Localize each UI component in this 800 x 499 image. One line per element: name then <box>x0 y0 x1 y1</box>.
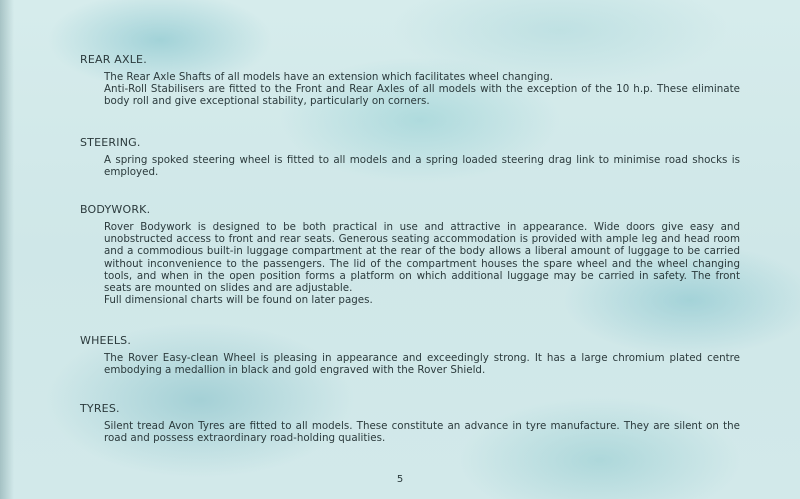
section-rear-axle <box>80 53 740 108</box>
section-heading: REAR AXLE. <box>80 53 147 66</box>
section-paragraph: The Rover Easy-clean Wheel is pleasing in appearance and exceedingly strong. It has a large chromium plated centre embodying a medallion in black and gold engraved with the Rover Shield. <box>104 352 740 377</box>
section-paragraph: The Rear Axle Shafts of all models have an extension which facilitates wheel changing. <box>104 71 553 83</box>
section-heading: STEERING. <box>80 136 141 149</box>
section-heading: TYRES. <box>80 402 120 415</box>
section-heading: WHEELS. <box>80 334 132 347</box>
section-paragraph: Anti-Roll Stabilisers are fitted to the Front and Rear Axles of all models with the exception of the 10 h.p. These eliminate body roll and give exceptional stability, particularly on corners. <box>104 83 740 108</box>
section-paragraph: A spring spoked steering wheel is fitted to all models and a spring loaded steering drag link to minimise road shocks is employed. <box>104 154 740 179</box>
section-paragraph: Silent tread Avon Tyres are fitted to all models. These constitute an advance in tyre manufacture. They are silent on the road and possess extraordinary road-holding qualities. <box>104 420 740 445</box>
page-number: 5 <box>396 474 404 485</box>
section-wheels <box>80 334 740 376</box>
section-bodywork <box>80 203 740 306</box>
page-spine-shadow <box>0 0 14 499</box>
section-paragraph: Rover Bodywork is designed to be both practical in use and attractive in appearance. Wide doors give easy and unobstructed access to front and rear seats. Generous seating accommodation is provided with ample leg and head room and a commodious built-in luggage compartment at the rear of the body allows a liberal amount of luggage to be carried without inconvenience to the passengers. The lid of the compartment houses the spare wheel and the wheel changing tools, and when in the open position forms a platform on which additional luggage may be carried in safety. The front seats are mounted on slides and are adjustable. <box>104 221 740 295</box>
section-paragraph: Full dimensional charts will be found on later pages. <box>104 294 373 307</box>
section-heading: BODYWORK. <box>80 203 151 216</box>
section-tyres <box>80 402 740 444</box>
section-steering <box>80 136 740 178</box>
